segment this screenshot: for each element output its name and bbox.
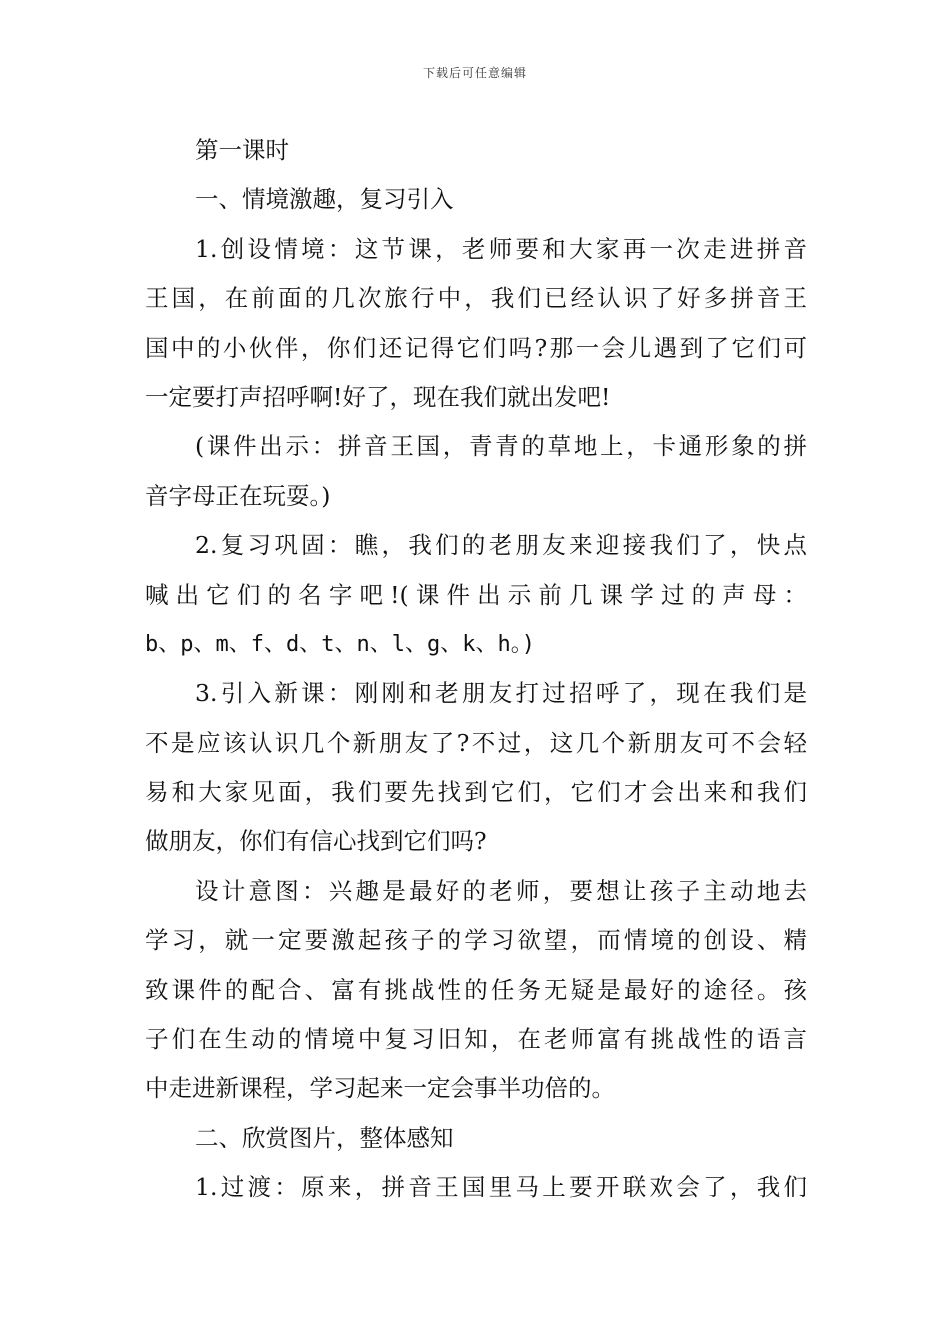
page-header: 下载后可任意编辑 — [422, 66, 527, 80]
paragraph-line: (课件出示：拼音王国，青青的草地上，卡通形象的拼 — [195, 432, 807, 461]
paragraph-line: 音字母正在玩耍。) — [145, 481, 331, 510]
paragraph-line: 1.过渡：原来，拼音王国里马上要开联欢会了，我们 — [195, 1173, 807, 1202]
paragraph-line: 学习，就一定要激起孩子的学习欲望，而情境的创设、精 — [145, 926, 807, 955]
paragraph-line: 易和大家见面，我们要先找到它们，它们才会出来和我们 — [145, 778, 807, 807]
paragraph-line: 做朋友，你们有信心找到它们吗? — [145, 827, 487, 856]
paragraph-line: 中走进新课程，学习起来一定会事半功倍的。 — [145, 1074, 615, 1103]
paragraph-line: 致课件的配合、富有挑战性的任务无疑是最好的途径。孩 — [145, 975, 807, 1004]
paragraph-line: 1.创设情境：这节课，老师要和大家再一次走进拼音 — [195, 234, 807, 263]
document-body — [145, 126, 807, 1213]
paragraph-line: 国中的小伙伴，你们还记得它们吗?那一会儿遇到了它们可 — [145, 333, 807, 362]
paragraph-line: b、p、m、f、d、t、n、l、g、k、h。) — [145, 631, 535, 657]
section-heading-2: 二、欣赏图片，整体感知 — [195, 1123, 454, 1152]
lesson-heading: 第一课时 — [195, 136, 289, 164]
paragraph-line: 2.复习巩固：瞧，我们的老朋友来迎接我们了，快点 — [195, 531, 807, 560]
paragraph-line: 设计意图：兴趣是最好的老师，要想让孩子主动地去 — [195, 876, 807, 905]
paragraph-line: 王国，在前面的几次旅行中，我们已经认识了好多拼音王 — [145, 284, 807, 313]
paragraph-line: 一定要打声招呼啊!好了，现在我们就出发吧! — [145, 382, 611, 411]
paragraph-line: 喊出它们的名字吧!(课件出示前几课学过的声母： — [145, 580, 807, 609]
paragraph-line: 不是应该认识几个新朋友了?不过，这几个新朋友可不会轻 — [145, 728, 807, 757]
paragraph-line: 子们在生动的情境中复习旧知，在老师富有挑战性的语言 — [145, 1025, 807, 1054]
paragraph-line: 3.引入新课：刚刚和老朋友打过招呼了，现在我们是 — [195, 679, 807, 708]
section-heading-1: 一、情境激趣，复习引入 — [195, 185, 454, 214]
